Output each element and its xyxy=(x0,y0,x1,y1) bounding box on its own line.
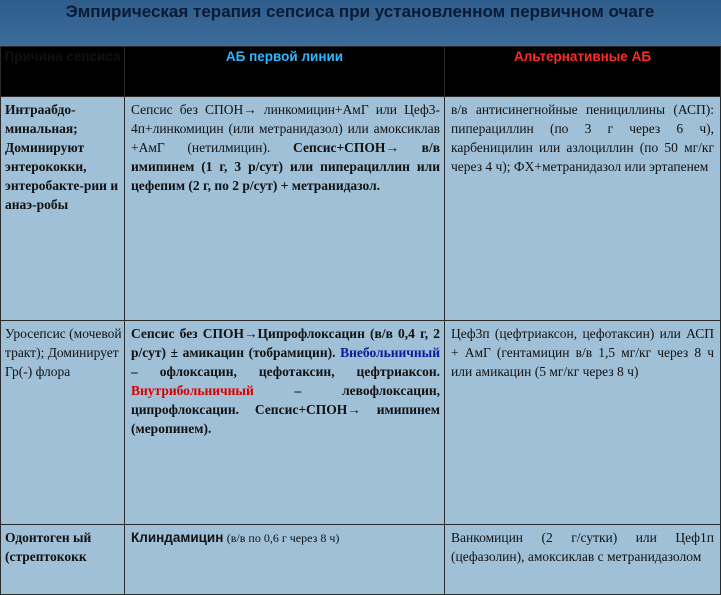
header-alternative: Альтернативные АБ xyxy=(445,47,721,97)
header-cause: Причина сепсиса xyxy=(1,47,125,97)
first-line-mods: Сепсис+СПОН→ имипинем (меропинем). xyxy=(131,402,440,436)
slide-title: Эмпирическая терапия сепсиса при установленном первичном очаге xyxy=(65,2,655,21)
alternative-text: Ванкомицин (2 г/сутки) или Цеф1п (цефазолин), амоксиклав с метранидазолом xyxy=(451,530,714,564)
alternative-text: в/в антисинегнойные пенициллины (АСП): пиперациллин (по 3 г через 6 ч), карбеницилин или азлоциллин (по 50 мг/кг через 4 ч); ФХ+метранидазол или эртапенем xyxy=(451,102,714,174)
cell-first-line xyxy=(125,525,445,595)
hospital-label: Внутрибольничный xyxy=(131,383,254,398)
drug-name: Клиндамицин xyxy=(131,530,224,545)
cause-text: Уросепсис (мочевой тракт); Доминирует Гр(-) флора xyxy=(5,326,122,379)
community-label: Внебольничный xyxy=(340,345,440,360)
cell-alternative xyxy=(445,525,721,595)
alternative-text: Цеф3п (цефтриаксон, цефотаксин) или АСП + АмГ (гентамицин в/в 1,5 мг/кг через 8 ч или амикацин (5 мг/кг через 8 ч) xyxy=(451,326,714,379)
cell-first-line xyxy=(125,321,445,525)
cause-text: Одонтоген ый (стрептококк xyxy=(5,530,92,564)
table-row xyxy=(1,97,721,321)
cell-cause xyxy=(1,97,125,321)
community-drugs: – офлоксацин, цефотаксин, цефтриаксон. xyxy=(131,364,440,379)
first-line-mods: Сепсис+СПОН→ в/в имипинем (1 г, 3 р/сут) или пиперациллин или цефепим (2 г, по 2 р/сут) + метранидазол. xyxy=(131,140,440,193)
hospital-drugs: – левофлоксацин, ципрофлоксацин. xyxy=(131,383,440,417)
header-first-line: АБ первой линии xyxy=(125,47,445,97)
therapy-table xyxy=(0,46,721,595)
cell-alternative xyxy=(445,321,721,525)
first-line-no-mods: Сепсис без СПОН→ линкомицин+АмГ или Цеф3-4п+линкомицин (или метранидазол) или амоксиклав +АмГ (нетилмицин). xyxy=(131,102,440,155)
first-line-no-mods: Сепсис без СПОН→Ципрофлоксацин (в/в 0,4 г, 2 р/сут) ± амикацин (тобрамицин). xyxy=(131,326,440,360)
table-row xyxy=(1,321,721,525)
cell-cause xyxy=(1,321,125,525)
cell-first-line xyxy=(125,97,445,321)
table-row xyxy=(1,525,721,595)
cause-text: Интраабдо-минальная; Доминируют энтерококки, энтеробакте-рии и анаэ-робы xyxy=(5,102,119,212)
cell-cause xyxy=(1,525,125,595)
cell-alternative xyxy=(445,97,721,321)
drug-dosing: (в/в по 0,6 г через 8 ч) xyxy=(226,531,340,545)
table-header-row xyxy=(1,47,721,97)
